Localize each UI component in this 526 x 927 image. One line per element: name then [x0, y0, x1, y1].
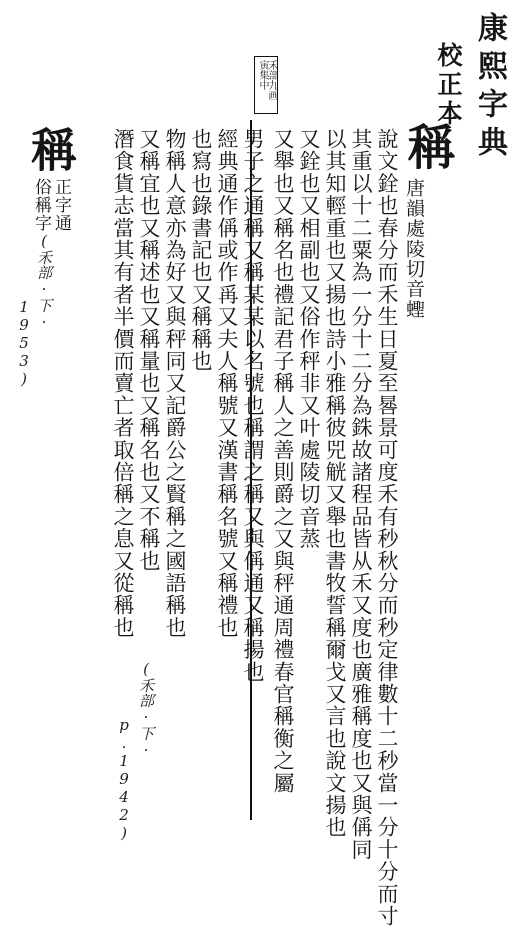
- handwritten-left-page: 1953): [15, 298, 33, 388]
- entry-column-4: 又銓也又相副也又俗作秤非又叶處陵切音蒸: [297, 128, 321, 550]
- left-headword: 稱: [24, 126, 78, 172]
- entry-headword: 稱: [399, 122, 455, 170]
- left-note-2: 俗稱字: [31, 178, 51, 232]
- handwritten-bottom-page: p.1942): [115, 716, 133, 842]
- edition-label: 校正本: [434, 42, 463, 129]
- handwritten-bottom-mark: (禾部·下·: [137, 660, 155, 759]
- entry-column-3: 以其知輕重也又揚也詩小雅稱彼兕觥又舉也書牧誓稱爾戈又言也說文揚也: [323, 128, 347, 839]
- inner-page-subheading: 禾部九画: [266, 60, 277, 100]
- entry-column-2: 其重以十二粟為一分十二分為銖故諸程品皆从禾又度也廣雅稱度也又與偁同: [349, 128, 373, 861]
- entry-column-10: 又稱宜也又稱述也又稱量也又稱名也又不稱也: [137, 128, 161, 572]
- entry-pronunciation: 唐韻處陵切音蟶: [403, 178, 425, 320]
- book-title: 康熙字典: [472, 12, 507, 164]
- entry-column-11: 潛食貨志當其有者半價而賣亡者取倍稱之息又從稱也: [111, 128, 135, 639]
- entry-column-5: 又舉也又稱名也禮記君子稱人之善則爵之又與秤通周禮春官稱衡之屬: [271, 128, 295, 794]
- entry-column-7: 經典通作偁或作爯又夫人稱號又漢書稱名號又稱禮也: [215, 128, 239, 639]
- entry-column-6: 男子之通稱又稱某某以名號也稱謂之稱又與偁通又稱揚也: [241, 128, 265, 683]
- entry-column-8: 也寫也錄書記也又稱稱也: [189, 128, 213, 373]
- inner-page-heading: 寅集中: [257, 60, 268, 90]
- handwritten-left-mark: (禾部·下·: [35, 232, 53, 331]
- left-note-1: 正字通: [51, 178, 71, 232]
- entry-column-1: 說文銓也春分而禾生日夏至晷景可度禾有秒秋分而秒定律數十二秒當一分十分而寸: [375, 128, 399, 927]
- entry-column-9: 物稱人意亦為好又與秤同又記爵公之賢稱之國語稱也: [163, 128, 187, 639]
